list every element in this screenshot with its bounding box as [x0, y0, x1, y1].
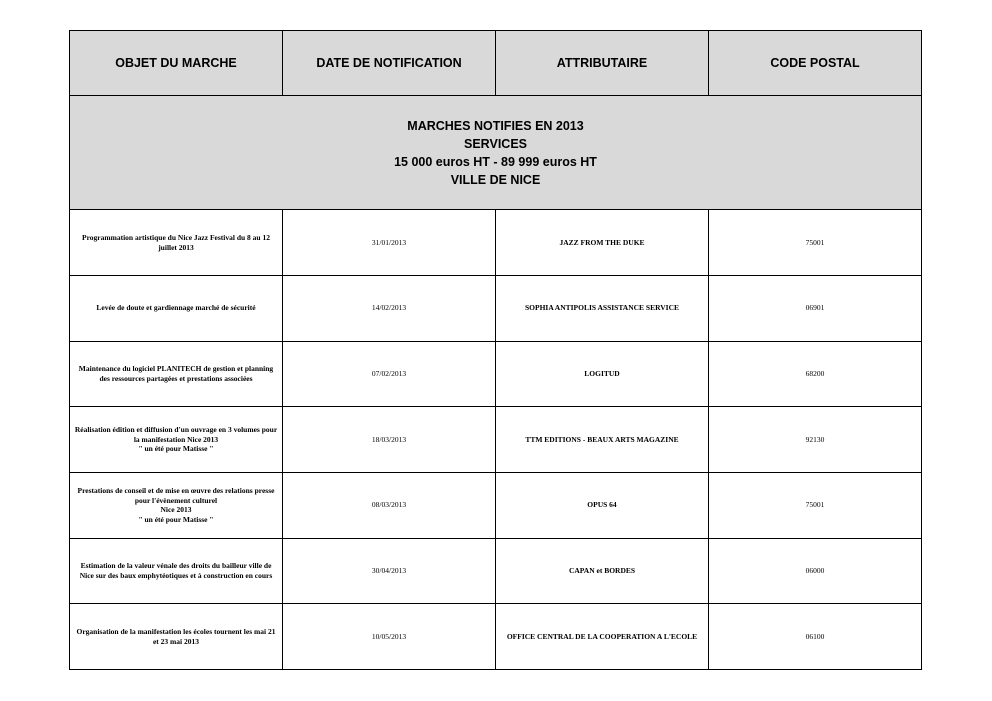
cell-code-postal: 75001 — [709, 210, 922, 276]
cell-attributaire: JAZZ FROM THE DUKE — [496, 210, 709, 276]
objet-line: Prestations de conseil et de mise en œuvre des relations presse pour l'évènement culturel — [77, 486, 275, 505]
cell-date: 18/03/2013 — [283, 407, 496, 473]
banner-entity: VILLE DE NICE — [450, 172, 541, 187]
cell-attributaire: OFFICE CENTRAL DE LA COOPERATION A L'ECOLE — [496, 604, 709, 670]
table-row — [70, 472, 922, 538]
cell-attributaire: CAPAN et BORDES — [496, 538, 709, 604]
cell-attributaire: SOPHIA ANTIPOLIS ASSISTANCE SERVICE — [496, 275, 709, 341]
objet-line: " un été pour Matisse " — [138, 444, 214, 454]
objet-line: Estimation de la valeur vénale des droits du bailleur ville de Nice sur des baux emphytéotiques et à construction en cours — [79, 561, 273, 580]
table-row — [70, 210, 922, 276]
cell-code-postal: 92130 — [709, 407, 922, 473]
cell-objet — [70, 604, 283, 670]
cell-objet — [70, 210, 283, 276]
cell-date: 30/04/2013 — [283, 538, 496, 604]
header-row — [70, 31, 922, 96]
table-row — [70, 407, 922, 473]
banner-amount-range: 15 000 euros HT - 89 999 euros HT — [394, 154, 597, 169]
cell-code-postal: 06000 — [709, 538, 922, 604]
header-code-postal: CODE POSTAL — [709, 31, 922, 96]
cell-objet — [70, 341, 283, 407]
objet-line: Programmation artistique du Nice Jazz Festival du 8 au 12 juillet 2013 — [82, 233, 270, 252]
objet-line: Maintenance du logiciel PLANITECH de gestion et planning des ressources partagées et prestations associées — [78, 364, 274, 383]
cell-date: 14/02/2013 — [283, 275, 496, 341]
banner-category: SERVICES — [464, 136, 527, 151]
cell-attributaire: LOGITUD — [496, 341, 709, 407]
cell-date: 10/05/2013 — [283, 604, 496, 670]
cell-objet — [70, 407, 283, 473]
cell-code-postal: 06901 — [709, 275, 922, 341]
banner-cell — [70, 96, 922, 210]
banner-year: MARCHES NOTIFIES EN 2013 — [407, 118, 584, 133]
cell-attributaire: TTM EDITIONS - BEAUX ARTS MAGAZINE — [496, 407, 709, 473]
contracts-table — [69, 30, 922, 670]
cell-attributaire: OPUS 64 — [496, 472, 709, 538]
header-attributaire: ATTRIBUTAIRE — [496, 31, 709, 96]
section-banner — [70, 96, 922, 210]
header-objet: OBJET DU MARCHE — [70, 31, 283, 96]
objet-line: Nice 2013 — [160, 505, 192, 515]
cell-code-postal: 06100 — [709, 604, 922, 670]
cell-code-postal: 75001 — [709, 472, 922, 538]
cell-date: 31/01/2013 — [283, 210, 496, 276]
objet-line: Levée de doute et gardiennage marché de sécurité — [96, 303, 256, 313]
table-row — [70, 275, 922, 341]
cell-objet — [70, 275, 283, 341]
cell-code-postal: 68200 — [709, 341, 922, 407]
objet-line: Réalisation édition et diffusion d'un ouvrage en 3 volumes pour la manifestation Nice 2013 — [74, 425, 278, 444]
cell-objet — [70, 472, 283, 538]
cell-date: 08/03/2013 — [283, 472, 496, 538]
objet-line: Organisation de la manifestation les écoles tournent les mai 21 et 23 mai 2013 — [76, 627, 276, 646]
table-row — [70, 341, 922, 407]
objet-line: " un été pour Matisse " — [138, 514, 214, 524]
table-row — [70, 604, 922, 670]
cell-date: 07/02/2013 — [283, 341, 496, 407]
table-row — [70, 538, 922, 604]
header-date: DATE DE NOTIFICATION — [283, 31, 496, 96]
cell-objet — [70, 538, 283, 604]
